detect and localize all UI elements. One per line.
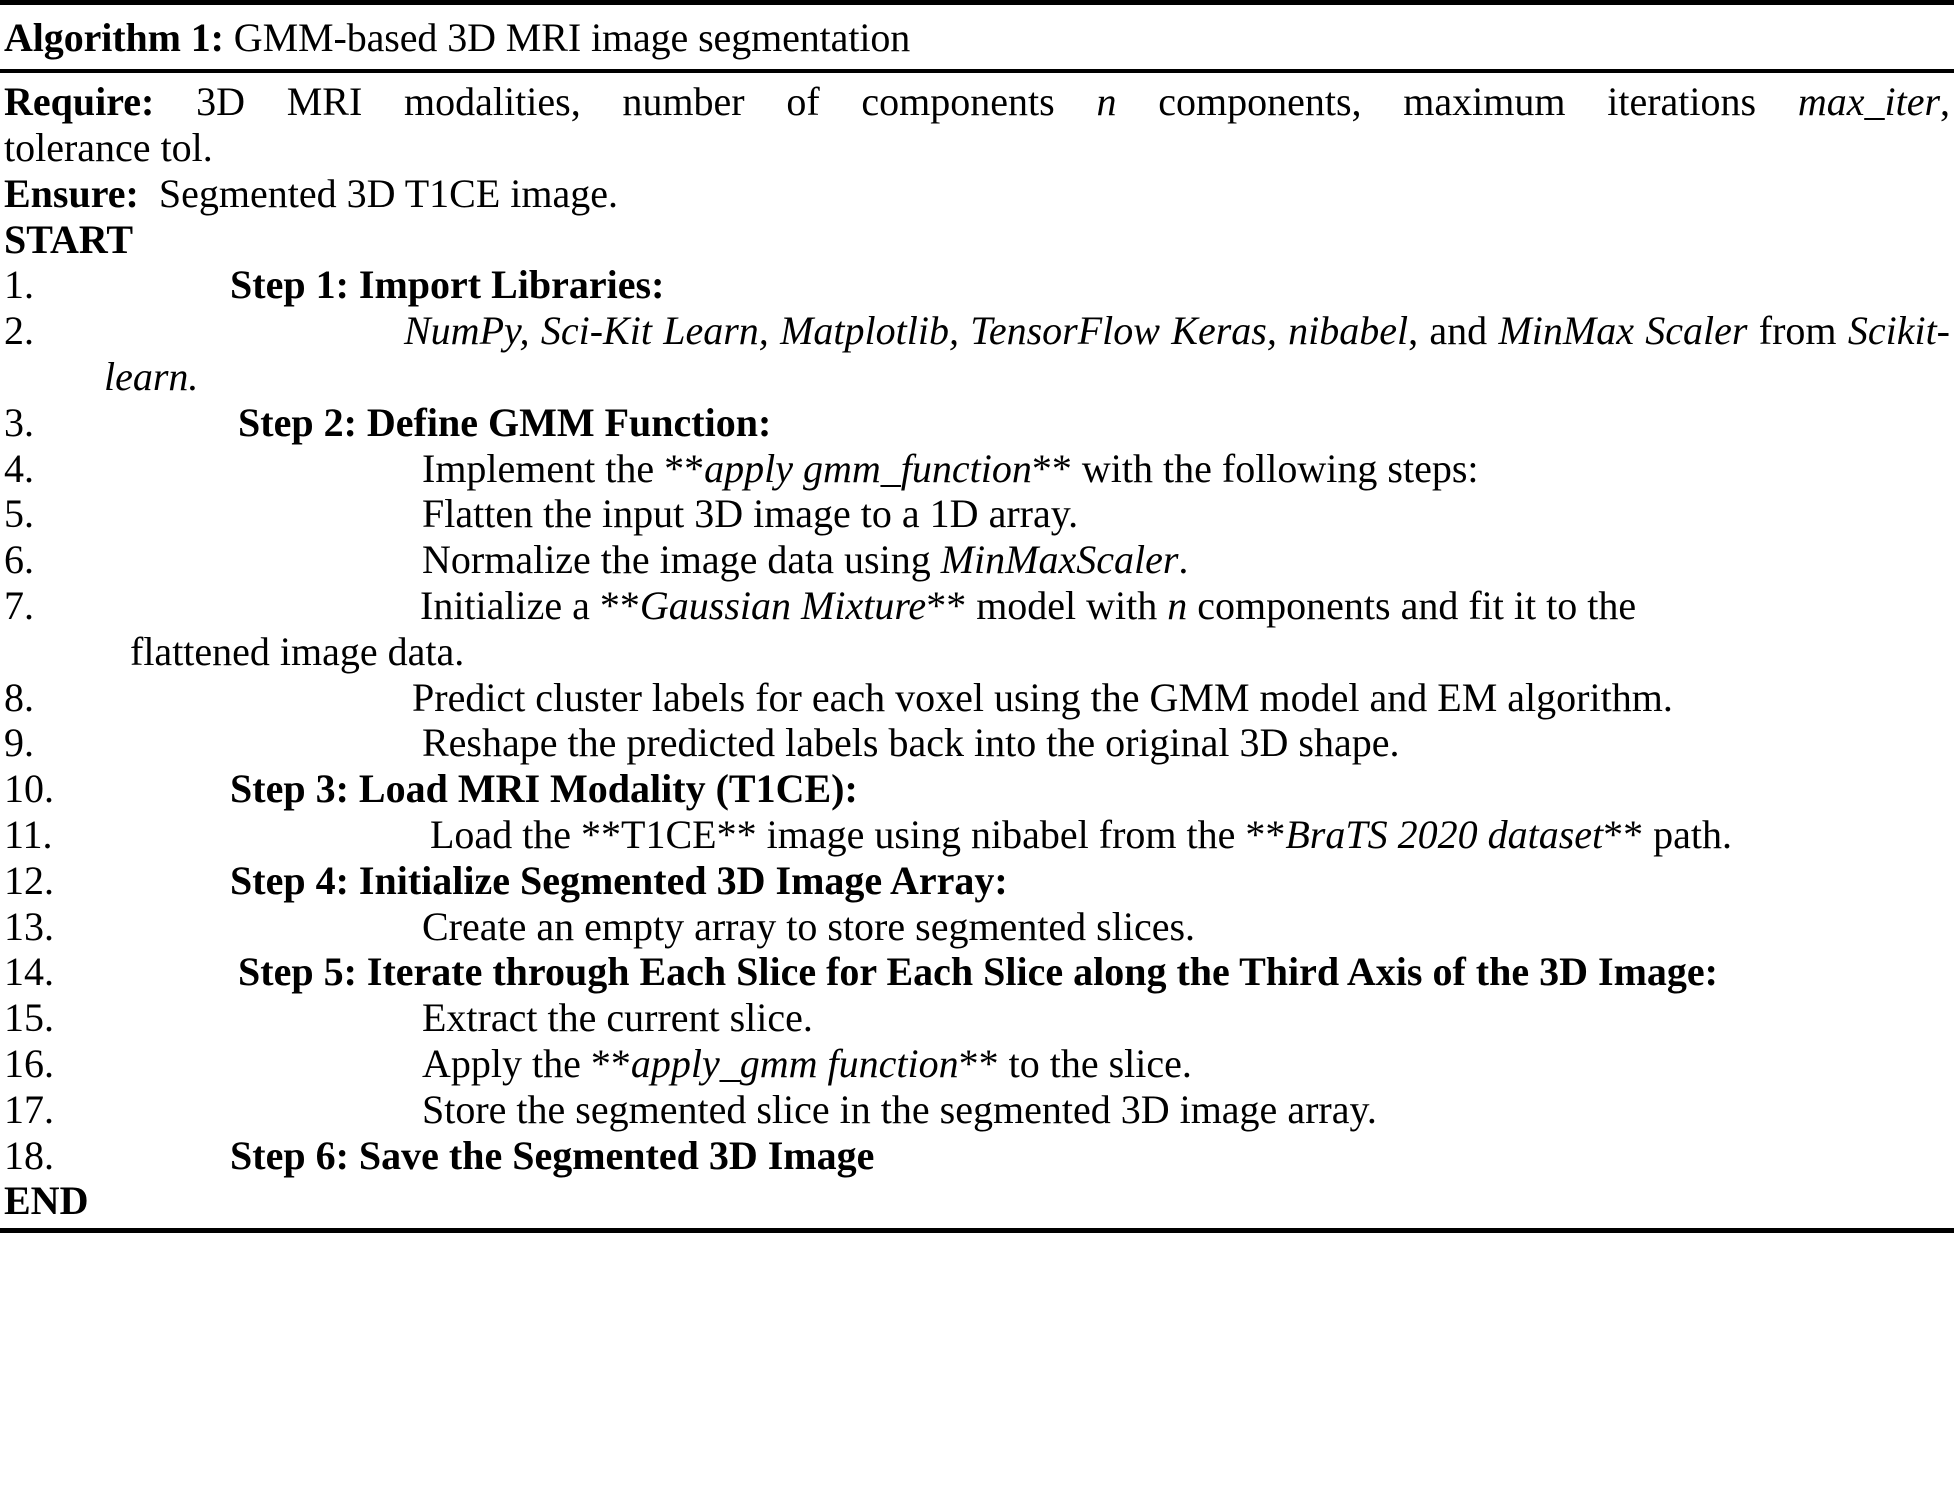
ensure-label: Ensure:	[4, 170, 139, 216]
require-line-2: tolerance tol.	[4, 124, 213, 170]
step-number: 9.	[4, 720, 34, 766]
step-row	[4, 675, 1950, 721]
step11-italic-dataset: BraTS 2020 dataset	[1285, 811, 1604, 857]
step7-italic: Gaussian Mixture	[639, 582, 927, 628]
step-number: 10.	[4, 766, 54, 812]
algorithm-body	[0, 73, 1954, 1228]
step11-post: ** path.	[1603, 811, 1733, 857]
step-number: 1.	[4, 262, 34, 308]
ensure-space	[139, 171, 159, 216]
require-line	[4, 79, 1950, 125]
step-number: 14.	[4, 949, 54, 995]
step-text	[104, 308, 1950, 400]
step-text: Reshape the predicted labels back into the original 3D shape.	[422, 720, 1400, 766]
step-row	[4, 1133, 1950, 1179]
step6-post: .	[1178, 537, 1189, 583]
step11-pre: Load the **T1CE** image using nibabel from the **	[430, 811, 1286, 857]
step-number: 12.	[4, 857, 54, 903]
step-number: 2.	[4, 308, 34, 354]
algorithm-label: Algorithm 1:	[4, 15, 224, 60]
step4-post: ** with the following steps:	[1031, 445, 1479, 491]
step7-pre: Initialize a **	[420, 582, 640, 628]
step-text	[104, 812, 1950, 858]
step6-italic: MinMaxScaler	[940, 537, 1179, 583]
start-marker: START	[4, 216, 134, 262]
step-text	[104, 583, 1950, 629]
step-text: Store the segmented slice in the segmented 3D image array.	[422, 1086, 1377, 1132]
step-text: Create an empty array to store segmented slices.	[422, 903, 1196, 949]
require-text-1: 3D MRI modalities, number of components	[196, 79, 1097, 125]
step-row	[4, 949, 1950, 995]
step-number: 18.	[4, 1132, 54, 1178]
require-text-3: ,	[1940, 79, 1951, 125]
step-row	[4, 491, 1950, 537]
require-space	[154, 79, 196, 124]
algorithm-caption: GMM-based 3D MRI image segmentation	[233, 15, 911, 60]
step16-pre: Apply the **	[422, 1040, 631, 1086]
step-text: Predict cluster labels for each voxel using the GMM model and EM algorithm.	[412, 674, 1673, 720]
step-number: 7.	[4, 582, 34, 628]
step-heading: Step 3: Load MRI Modality (T1CE):	[230, 766, 858, 812]
bottom-rule	[0, 1228, 1954, 1233]
step-number: 15.	[4, 995, 54, 1041]
step-text	[104, 537, 1950, 583]
step-row	[4, 995, 1950, 1041]
library-list-italic: NumPy, Sci-Kit Learn, Matplotlib, TensorFlow Keras, nibabel	[404, 308, 1409, 354]
step7-mid: ** model with	[926, 582, 1168, 628]
step-heading: Step 4: Initialize Segmented 3D Image Array:	[230, 857, 1008, 903]
step-row	[4, 812, 1950, 858]
step-row	[4, 583, 1950, 629]
step-number: 11.	[4, 811, 53, 857]
require-label: Require:	[4, 79, 155, 125]
step7-continuation: flattened image data.	[130, 628, 465, 674]
step-text	[104, 446, 1950, 492]
step-row	[4, 1087, 1950, 1133]
step-heading: Step 5: Iterate through Each Slice for Each Slice along the Third Axis of the 3D Image:	[238, 949, 1718, 995]
step-number: 16.	[4, 1040, 54, 1086]
algorithm-title-spacer	[224, 15, 234, 60]
step-number: 3.	[4, 399, 34, 445]
step4-pre: Implement the **	[422, 445, 705, 491]
step-row	[4, 308, 1950, 400]
algorithm-title	[0, 5, 1954, 69]
step-text: Flatten the input 3D image to a 1D array.	[422, 491, 1079, 537]
step-row	[4, 720, 1950, 766]
step-heading: Step 1: Import Libraries:	[230, 262, 665, 308]
end-marker: END	[4, 1178, 89, 1224]
require-italic-n: n	[1096, 79, 1117, 125]
step-row	[4, 766, 1950, 812]
step-row	[4, 1041, 1950, 1087]
library-conjunction: , and	[1408, 308, 1499, 354]
step-text: Extract the current slice.	[422, 995, 813, 1041]
minmax-scaler-italic: MinMax Scaler	[1498, 308, 1748, 354]
step7-italic-n: n	[1167, 582, 1188, 628]
step-number: 17.	[4, 1086, 54, 1132]
step-number: 5.	[4, 491, 34, 537]
library-from: from	[1747, 308, 1848, 354]
step-row	[4, 262, 1950, 308]
require-italic-max-iter: max_iter	[1797, 79, 1941, 125]
step6-pre: Normalize the image data using	[422, 537, 941, 583]
step-number: 4.	[4, 445, 34, 491]
step-text	[104, 1041, 1950, 1087]
scikit-learn-italic: Scikit-learn.	[104, 308, 1950, 399]
step16-post: ** to the slice.	[958, 1040, 1192, 1086]
step-row	[4, 537, 1950, 583]
step-row	[4, 858, 1950, 904]
step16-italic: apply_gmm function	[630, 1040, 959, 1086]
step-number: 13.	[4, 903, 54, 949]
step-heading: Step 6: Save the Segmented 3D Image	[230, 1132, 875, 1178]
require-text-2: components, maximum iterations	[1116, 79, 1798, 125]
step-number: 8.	[4, 674, 34, 720]
step-row	[4, 446, 1950, 492]
ensure-text: Segmented 3D T1CE image.	[158, 170, 619, 216]
step-row	[4, 904, 1950, 950]
step-number: 6.	[4, 537, 34, 583]
step7-post: components and fit it to the	[1187, 582, 1637, 628]
step4-italic: apply gmm_function	[704, 445, 1032, 491]
step-row	[4, 400, 1950, 446]
ensure-line	[4, 171, 1950, 217]
step-heading: Step 2: Define GMM Function:	[238, 399, 772, 445]
